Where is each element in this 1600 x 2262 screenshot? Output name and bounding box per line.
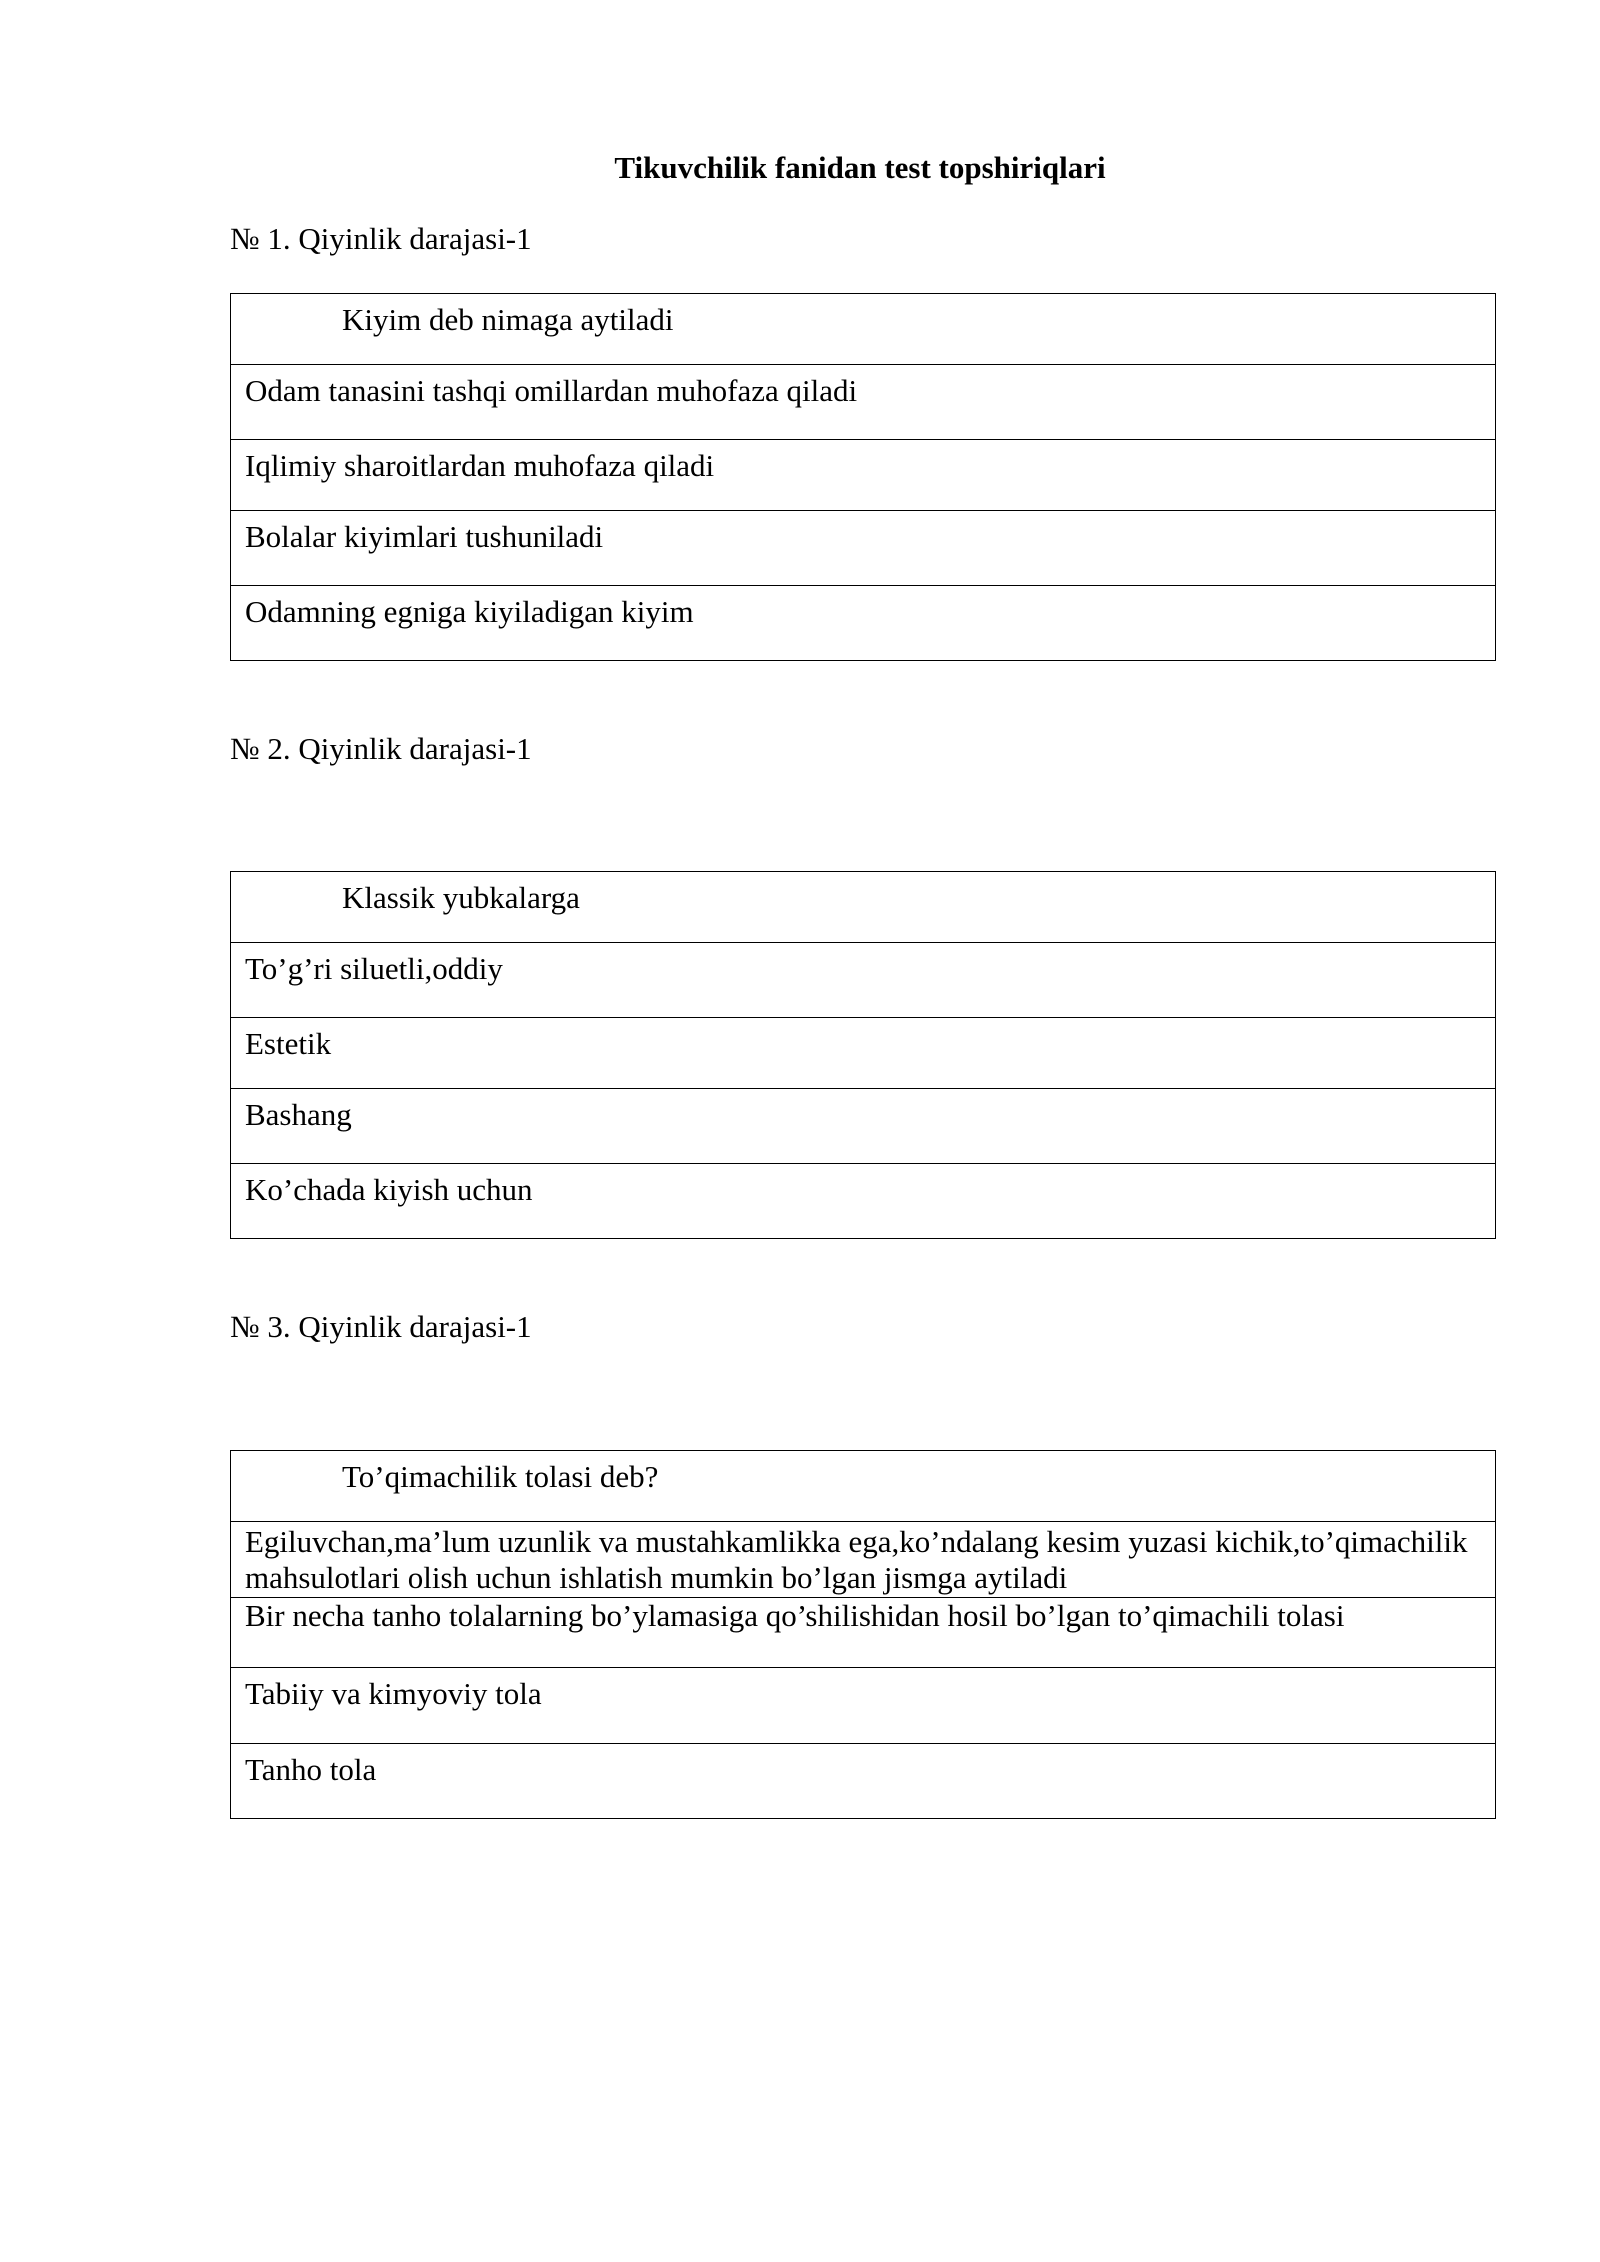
question-1-answer-4: Odamning egniga kiyiladigan kiyim <box>231 586 1496 661</box>
question-2-text: Klassik yubkalarga <box>231 872 1496 943</box>
question-1-label: № 1. Qiyinlik darajasi-1 <box>230 221 532 256</box>
question-3-answer-3: Tabiiy va kimyoviy tola <box>231 1668 1496 1744</box>
question-1-text: Kiyim deb nimaga aytiladi <box>231 294 1496 365</box>
question-3-answer-2: Bir necha tanho tolalarning bo’ylamasiga qo’shilishidan hosil bo’lgan to’qimachili tolasi <box>231 1598 1496 1668</box>
question-3-answer-1: Egiluvchan,ma’lum uzunlik va mustahkamlikka ega,ko’ndalang kesim yuzasi kichik,to’qimachilik mahsulotlari olish uchun ishlatish mumkin bo’lgan jismga aytiladi <box>231 1522 1496 1598</box>
question-1-answer-3: Bolalar kiyimlari tushuniladi <box>231 511 1496 586</box>
question-3-table <box>230 1450 1496 1819</box>
question-2-table <box>230 871 1496 1239</box>
question-1-answer-1: Odam tanasini tashqi omillardan muhofaza qiladi <box>231 365 1496 440</box>
question-1-table <box>230 293 1496 661</box>
question-2-answer-1: To’g’ri siluetli,oddiy <box>231 943 1496 1018</box>
question-2-label: № 2. Qiyinlik darajasi-1 <box>230 731 532 766</box>
question-2-answer-2: Estetik <box>231 1018 1496 1089</box>
question-3-answer-4: Tanho tola <box>231 1744 1496 1819</box>
question-2-answer-4: Ko’chada kiyish uchun <box>231 1164 1496 1239</box>
question-1-answer-2: Iqlimiy sharoitlardan muhofaza qiladi <box>231 440 1496 511</box>
question-3-label: № 3. Qiyinlik darajasi-1 <box>230 1309 532 1344</box>
question-2-answer-3: Bashang <box>231 1089 1496 1164</box>
question-3-text: To’qimachilik tolasi deb? <box>231 1451 1496 1522</box>
document-title: Tikuvchilik fanidan test topshiriqlari <box>614 150 1106 185</box>
